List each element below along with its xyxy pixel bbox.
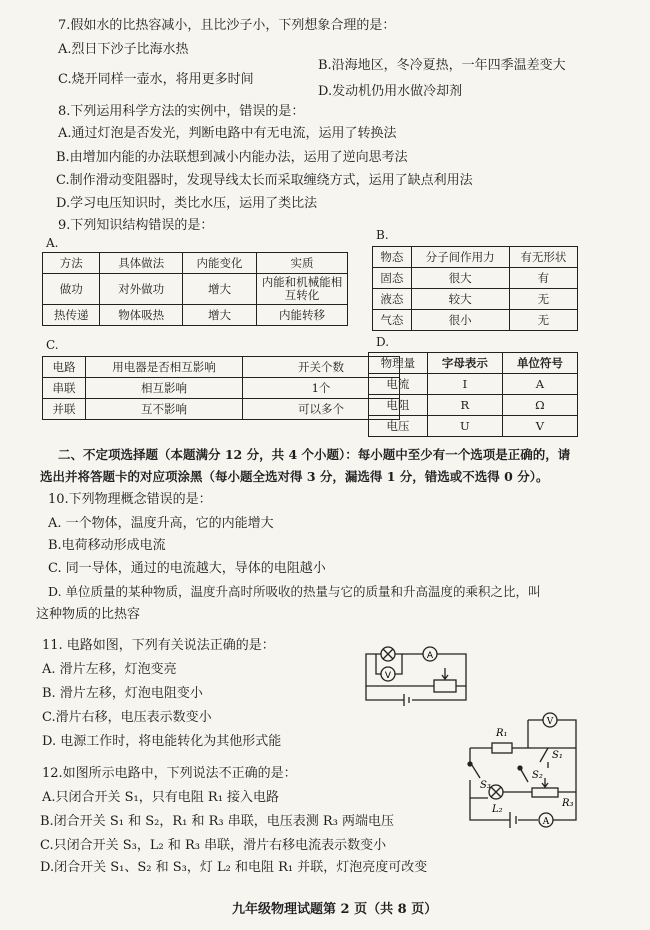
table-cell: 互不影响 [86, 399, 243, 420]
q10-option-d-continued: 这种物质的比热容 [36, 607, 141, 622]
table-row [373, 310, 578, 331]
table-row [43, 357, 400, 378]
table-row [369, 374, 578, 395]
table-row [43, 305, 348, 326]
q9-table-b [372, 246, 578, 331]
section2-line1: 二、不定项选择题（本题满分 12 分，共 4 个小题）：每小题中至少有一个选项是正确的，请 [58, 447, 571, 462]
q12-option-d: D.闭合开关 S₁、S₂ 和 S₃，灯 L₂ 和电阻 R₁ 并联，灯泡亮度可改变 [40, 860, 428, 875]
q8-option-c: C.制作滑动变阻器时，发现导线太长而采取缠绕方式，运用了缺点利用法 [56, 173, 473, 188]
q7-option-b: B.沿海地区，冬冷夏热，一年四季温差变大 [318, 58, 566, 73]
table-cell: I [427, 374, 502, 395]
q7-option-c: C.烧开同样一壶水，将用更多时间 [58, 72, 254, 87]
q9-table-a [42, 252, 348, 326]
q9-stem: 9.下列知识结构错误的是： [58, 218, 214, 233]
q12-option-a: A.只闭合开关 S₁，只有电阻 R₁ 接入电路 [42, 790, 280, 805]
table-cell: 可以多个 [243, 399, 400, 420]
q10-option-a: A. 一个物体，温度升高，它的内能增大 [48, 516, 274, 531]
table-row [369, 353, 578, 374]
table-row [43, 399, 400, 420]
q11-ammeter-label: A [426, 651, 434, 661]
table-cell: 内能转移 [257, 305, 348, 326]
q10-option-d: D. 单位质量的某种物质，温度升高时所吸收的热量与它的质量和升高温度的乘积之比，叫 [48, 584, 541, 599]
table-row [43, 378, 400, 399]
q7-stem: 7.假如水的比热容减小，且比沙子小，下列想象合理的是： [58, 18, 396, 33]
q12-r1-label: R₁ [496, 728, 508, 739]
table-cell: 增大 [182, 305, 256, 326]
table-cell: 有 [509, 268, 577, 289]
table-row [373, 247, 578, 268]
q11-circuit-diagram [356, 640, 476, 708]
table-cell: 有无形状 [509, 247, 577, 268]
table-cell: 方法 [43, 253, 100, 274]
q11-option-c: C.滑片右移，电压表示数变小 [42, 710, 212, 725]
table-cell: 做功 [43, 274, 100, 305]
q8-option-a: A.通过灯泡是否发光，判断电路中有无电流，运用了转换法 [58, 126, 397, 141]
q9-label-c: C. [46, 338, 59, 352]
table-cell: 物理量 [369, 353, 428, 374]
q10-option-b: B.电荷移动形成电流 [48, 538, 166, 553]
table-cell: 固态 [373, 268, 412, 289]
q9-table-d [368, 352, 578, 437]
table-cell: 物态 [373, 247, 412, 268]
q12-s3-label: S₃ [480, 780, 491, 791]
table-cell: 增大 [182, 274, 256, 305]
table-cell: 电流 [369, 374, 428, 395]
page-footer: 九年级物理试题第 2 页（共 8 页） [232, 902, 438, 917]
table-cell: 液态 [373, 289, 412, 310]
table-cell: 开关个数 [243, 357, 400, 378]
q12-s2-label: S₂ [532, 770, 543, 781]
q11-option-a: A. 滑片左移，灯泡变亮 [42, 662, 177, 677]
table-row [373, 268, 578, 289]
table-cell: 电路 [43, 357, 86, 378]
q12-r3-label: R₃ [562, 798, 574, 809]
table-cell: 无 [509, 310, 577, 331]
table-cell: 相互影响 [86, 378, 243, 399]
q8-option-b: B.由增加内能的办法联想到减小内能办法，运用了逆向思考法 [56, 150, 408, 165]
table-cell: 并联 [43, 399, 86, 420]
table-cell: R [427, 395, 502, 416]
table-cell: 字母表示 [427, 353, 502, 374]
q11-voltmeter-label: V [384, 671, 392, 681]
table-cell: 气态 [373, 310, 412, 331]
q11-stem: 11. 电路如图，下列有关说法正确的是： [42, 638, 275, 653]
table-cell: 无 [509, 289, 577, 310]
table-row [43, 253, 348, 274]
q12-s1-label: S₁ [552, 750, 563, 761]
q12-voltmeter-label: V [546, 717, 554, 727]
q12-option-c: C.只闭合开关 S₃，L₂ 和 R₃ 串联，滑片右移电流表示数变小 [40, 838, 387, 853]
section2-line2: 选出并将答题卡的对应项涂黑（每小题全选对得 3 分，漏选得 1 分，错选或不选得 0 分）。 [40, 469, 549, 484]
table-cell: 很小 [411, 310, 509, 331]
q12-l2-label: L₂ [492, 804, 503, 815]
table-cell: 较大 [411, 289, 509, 310]
q9-table-c [42, 356, 400, 420]
q12-stem: 12.如图所示电路中，下列说法不正确的是： [42, 766, 297, 781]
table-cell: 物体吸热 [100, 305, 183, 326]
table-cell: 1个 [243, 378, 400, 399]
table-cell: 内能变化 [182, 253, 256, 274]
q11-option-d: D. 电源工作时，将电能转化为其他形式能 [42, 734, 282, 749]
q7-option-a: A.烈日下沙子比海水热 [58, 42, 189, 57]
table-cell: 很大 [411, 268, 509, 289]
table-cell: 对外做功 [100, 274, 183, 305]
q9-label-a: A. [46, 236, 59, 250]
table-cell: V [502, 416, 577, 437]
table-cell: U [427, 416, 502, 437]
table-row [369, 395, 578, 416]
table-cell: 串联 [43, 378, 86, 399]
table-cell: 具体做法 [100, 253, 183, 274]
table-cell: 用电器是否相互影响 [86, 357, 243, 378]
q8-option-d: D.学习电压知识时，类比水压，运用了类比法 [56, 196, 318, 211]
table-row [43, 274, 348, 305]
q10-option-c: C. 同一导体，通过的电流越大，导体的电阻越小 [48, 561, 326, 576]
table-cell: 分子间作用力 [411, 247, 509, 268]
q8-stem: 8.下列运用科学方法的实例中，错误的是： [58, 104, 305, 119]
q12-option-b: B.闭合开关 S₁ 和 S₂，R₁ 和 R₃ 串联，电压表测 R₃ 两端电压 [40, 814, 394, 829]
table-cell: Ω [502, 395, 577, 416]
table-cell: A [502, 374, 577, 395]
table-cell: 单位符号 [502, 353, 577, 374]
q7-option-d: D.发动机仍用水做冷却剂 [318, 84, 463, 99]
table-cell: 内能和机械能相互转化 [257, 274, 348, 305]
table-cell: 热传递 [43, 305, 100, 326]
q9-label-b: B. [376, 228, 389, 242]
q12-ammeter-label: A [542, 817, 550, 827]
table-cell: 实质 [257, 253, 348, 274]
q11-option-b: B. 滑片左移，灯泡电阻变小 [42, 686, 203, 701]
table-row [369, 416, 578, 437]
table-cell: 电压 [369, 416, 428, 437]
table-row [373, 289, 578, 310]
q12-circuit-diagram [448, 708, 598, 840]
q9-label-d: D. [376, 335, 390, 349]
q10-stem: 10.下列物理概念错误的是： [48, 492, 212, 507]
table-cell: 电阻 [369, 395, 428, 416]
